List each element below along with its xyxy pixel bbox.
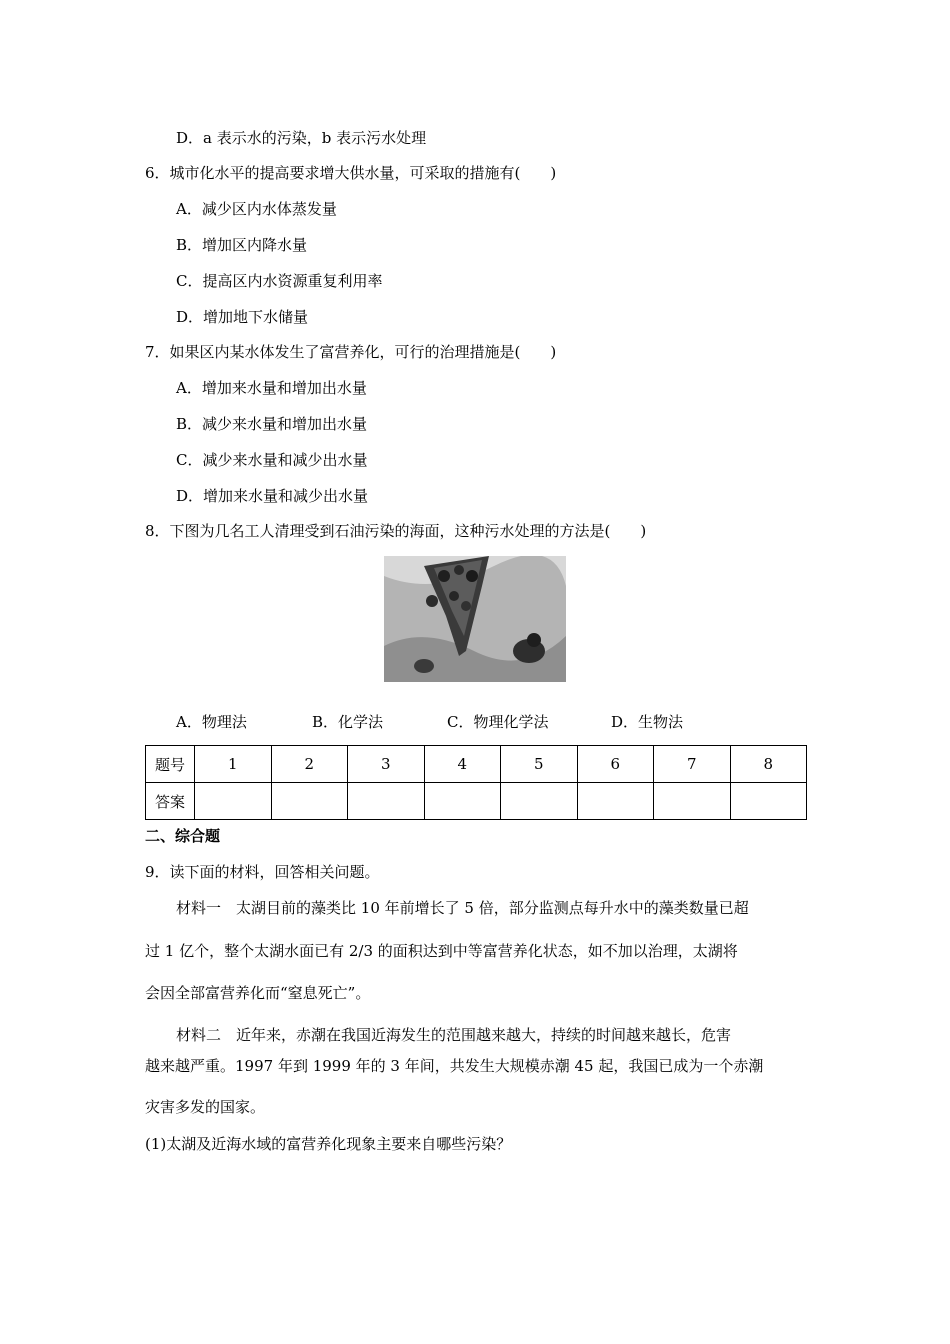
material-1-line-2: 过 1 亿个，整个太湖水面已有 2/3 的面积达到中等富营养化状态，如不加以治理，太湖将	[145, 942, 738, 960]
section-heading: 二、综合题	[145, 827, 221, 845]
answer-table-number: 5	[501, 746, 578, 783]
q8-option-a: A．物理法	[176, 713, 247, 731]
answer-cell[interactable]	[195, 783, 272, 820]
answer-cell[interactable]	[577, 783, 654, 820]
q6-option-a: A．减少区内水体蒸发量	[176, 200, 337, 218]
answer-table	[145, 745, 807, 820]
answer-cell[interactable]	[424, 783, 501, 820]
q6-option-d: D．增加地下水储量	[176, 308, 309, 326]
answer-table-number-row	[146, 746, 807, 783]
q5-option-d: D．a 表示水的污染，b 表示污水处理	[176, 129, 427, 147]
answer-table-number: 4	[424, 746, 501, 783]
material-2-line-3: 灾害多发的国家。	[145, 1098, 266, 1116]
question-8: 8．下图为几名工人清理受到石油污染的海面，这种污水处理的方法是( )	[145, 522, 647, 540]
q6-option-c: C．提高区内水资源重复利用率	[176, 272, 383, 290]
sub-question-1: (1)太湖及近海水域的富营养化现象主要来自哪些污染？	[145, 1135, 512, 1153]
q8-option-b: B．化学法	[312, 713, 384, 731]
answer-table-number: 7	[654, 746, 731, 783]
answer-cell[interactable]	[271, 783, 348, 820]
q7-option-c: C．减少来水量和减少出水量	[176, 451, 368, 469]
answer-table-number-label: 题号	[146, 746, 195, 783]
answer-cell[interactable]	[654, 783, 731, 820]
answer-table-number: 1	[195, 746, 272, 783]
answer-table-answer-label: 答案	[146, 783, 195, 820]
question-6: 6．城市化水平的提高要求增大供水量，可采取的措施有( )	[145, 164, 557, 182]
answer-table-number: 3	[348, 746, 425, 783]
question-7: 7．如果区内某水体发生了富营养化，可行的治理措施是( )	[145, 343, 557, 361]
material-2-line-1: 材料二 近年来，赤潮在我国近海发生的范围越来越大，持续的时间越来越长，危害	[176, 1026, 732, 1044]
q7-option-a: A．增加来水量和增加出水量	[176, 379, 367, 397]
material-1-line-3: 会因全部富营养化而“窒息死亡”。	[145, 984, 371, 1002]
answer-table-number: 6	[577, 746, 654, 783]
answer-table-answer-row	[146, 783, 807, 820]
answer-cell[interactable]	[730, 783, 807, 820]
material-1-line-1: 材料一 太湖目前的藻类比 10 年前增长了 5 倍，部分监测点每升水中的藻类数量已超	[176, 899, 749, 917]
answer-cell[interactable]	[348, 783, 425, 820]
oil-cleanup-photo	[384, 556, 566, 682]
material-2-line-2: 越来越严重。1997 年到 1999 年的 3 年间，共发生大规模赤潮 45 起，我国已成为一个赤潮	[145, 1057, 764, 1075]
answer-cell[interactable]	[501, 783, 578, 820]
q8-option-d: D．生物法	[611, 713, 684, 731]
q7-option-d: D．增加来水量和减少出水量	[176, 487, 369, 505]
answer-table-number: 2	[271, 746, 348, 783]
q8-option-c: C．物理化学法	[447, 713, 549, 731]
q8-options-row	[176, 712, 683, 732]
q6-option-b: B．增加区内降水量	[176, 236, 308, 254]
question-9: 9．读下面的材料，回答相关问题。	[145, 863, 380, 881]
q7-option-b: B．减少来水量和增加出水量	[176, 415, 368, 433]
answer-table-number: 8	[730, 746, 807, 783]
